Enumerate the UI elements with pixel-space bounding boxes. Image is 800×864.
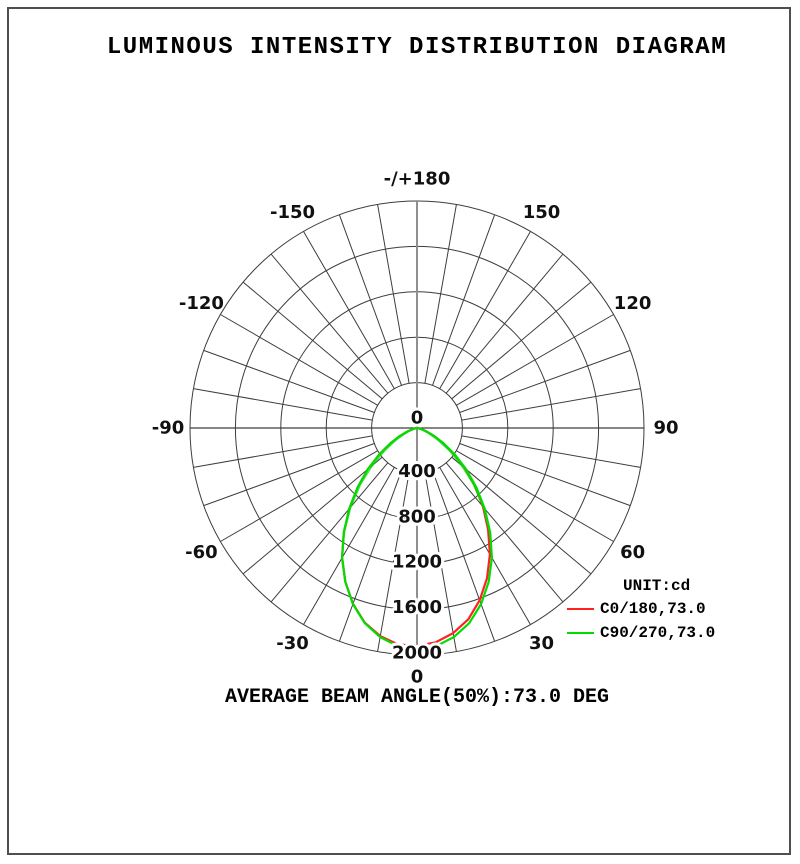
legend-item-c90-270 bbox=[567, 621, 715, 645]
grid-spoke bbox=[440, 231, 531, 388]
angle-label-neg90: -90 bbox=[151, 417, 185, 439]
grid-spoke bbox=[460, 444, 631, 506]
angle-label-30: 30 bbox=[528, 633, 555, 655]
legend-unit-label: UNIT:cd bbox=[623, 577, 691, 595]
grid-spoke bbox=[339, 215, 401, 386]
ring-value-label: 800 bbox=[398, 506, 436, 528]
grid-spoke bbox=[271, 254, 388, 393]
grid-spoke bbox=[271, 463, 388, 602]
radial-zero-label: 0 bbox=[410, 407, 424, 429]
grid-spoke bbox=[243, 457, 382, 574]
grid-spoke bbox=[433, 215, 495, 386]
grid-spoke bbox=[440, 467, 531, 624]
grid-spoke bbox=[193, 436, 372, 468]
angle-label-60: 60 bbox=[620, 542, 646, 563]
legend-swatch-c90-270 bbox=[567, 632, 594, 634]
angle-label-neg60: -60 bbox=[185, 542, 218, 563]
ring-value-label: 1200 bbox=[391, 551, 443, 573]
grid-spoke bbox=[446, 254, 563, 393]
grid-spoke bbox=[456, 315, 613, 406]
chart-legend bbox=[567, 575, 715, 645]
angle-label-90: 90 bbox=[653, 417, 679, 439]
grid-spoke bbox=[220, 315, 377, 406]
angle-label-0: 0 bbox=[410, 666, 424, 688]
legend-swatch-c0-180 bbox=[567, 608, 594, 610]
diagram-title: LUMINOUS INTENSITY DISTRIBUTION DIAGRAM bbox=[106, 34, 728, 61]
grid-spoke bbox=[425, 204, 457, 383]
grid-spoke bbox=[304, 467, 395, 624]
angle-label-180: -/+180 bbox=[383, 168, 451, 190]
grid-spoke bbox=[304, 231, 395, 388]
grid-spoke bbox=[452, 457, 591, 574]
legend-item-c0-180 bbox=[567, 597, 715, 621]
grid-spoke bbox=[462, 389, 641, 421]
ring-value-label: 1600 bbox=[391, 597, 443, 619]
grid-spoke bbox=[378, 204, 410, 383]
grid-spoke bbox=[204, 444, 375, 506]
grid-spoke bbox=[460, 350, 631, 412]
ring-value-label: 400 bbox=[398, 460, 436, 482]
grid-spoke bbox=[446, 463, 563, 602]
grid-spoke bbox=[462, 436, 641, 468]
legend-label-c0-180: C0/180,73.0 bbox=[600, 600, 706, 618]
grid-spoke bbox=[204, 350, 375, 412]
angle-label-neg30: -30 bbox=[276, 633, 309, 655]
average-beam-angle-text: AVERAGE BEAM ANGLE(50%):73.0 DEG bbox=[224, 686, 610, 709]
legend-label-c90-270: C90/270,73.0 bbox=[600, 624, 716, 642]
grid-spoke bbox=[243, 282, 382, 399]
angle-label-120: 120 bbox=[613, 293, 652, 314]
angle-label-150: 150 bbox=[522, 201, 561, 223]
angle-label-neg150: -150 bbox=[269, 201, 316, 223]
angle-label-neg120: -120 bbox=[178, 293, 224, 314]
grid-spoke bbox=[193, 389, 372, 421]
grid-spoke bbox=[452, 282, 591, 399]
ring-value-label: 2000 bbox=[391, 642, 443, 664]
